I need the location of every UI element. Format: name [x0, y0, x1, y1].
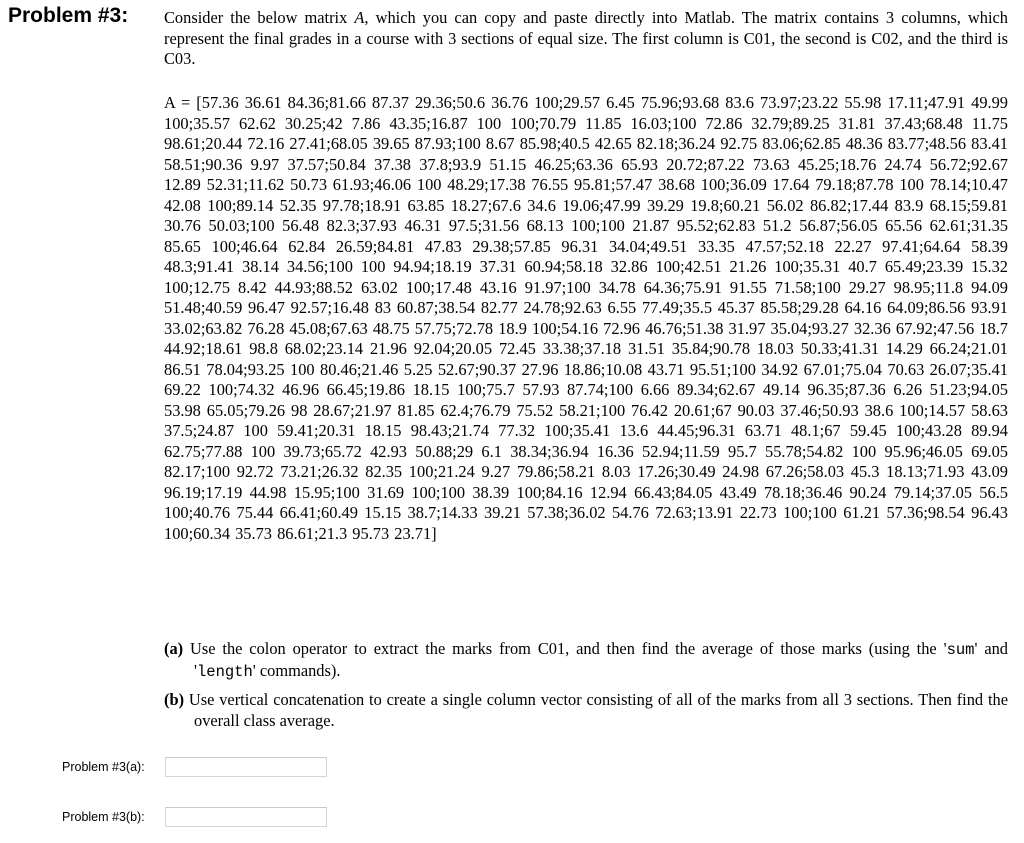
part-a-question	[164, 639, 1008, 682]
answer-b-label: Problem #3(b):	[62, 810, 145, 824]
matrix-definition: A = [57.36 36.61 84.36;81.66 87.37 29.36;50.6 36.76 100;29.57 6.45 75.96;93.68 83.6 73.97;23.22 55.98 17.11;47.91 49.99 100;35.57 62.62 30.25;42 7.86 43.35;16.87 100 100;70.79 11.85 16.03;100 72.86 32.79;89.25 31.81 37.43;68.48 11.75 98.61;20.44 72.16 27.41;68.05 39.65 87.93;100 8.67 85.98;40.5 42.65 82.18;36.24 92.75 83.06;62.85 48.36 83.77;48.56 83.41 58.51;90.36 9.97 37.57;50.84 37.38 37.8;93.9 51.15 46.25;63.36 65.93 20.72;87.22 73.63 45.25;18.76 24.74 56.72;92.67 12.89 52.31;11.62 50.73 61.93;46.06 100 48.29;17.38 76.55 95.81;57.47 38.68 100;36.09 17.64 79.18;87.78 100 78.14;10.47 42.08 100;89.14 52.35 97.78;18.91 63.85 18.27;67.6 34.6 19.06;47.99 39.29 19.8;60.21 56.02 86.82;17.44 83.9 68.15;59.81 30.76 50.03;100 56.48 82.3;37.93 46.31 97.5;31.56 68.13 100;100 21.87 95.52;62.83 51.2 56.87;56.05 65.56 62.61;31.35 85.65 100;46.64 62.84 26.59;84.81 47.83 29.38;57.85 96.31 34.04;49.51 33.35 47.57;52.18 22.27 97.41;64.64 58.39 48.3;91.41 38.14 34.56;100 100 94.94;18.19 37.31 60.94;58.18 32.86 100;42.51 21.26 100;35.31 40.7 65.49;23.39 15.32 100;12.75 8.42 44.93;88.52 63.02 100;17.48 43.16 91.97;100 34.78 64.36;75.91 91.55 71.58;100 29.27 98.95;11.8 94.09 51.48;40.59 96.47 92.57;16.48 83 60.87;38.54 82.77 24.78;92.63 6.55 77.49;35.5 45.37 85.58;29.28 64.16 64.09;86.56 93.91 33.02;63.82 76.28 45.08;67.63 48.75 57.75;72.78 18.9 100;54.16 72.96 46.76;51.38 31.97 35.04;93.27 32.36 67.92;47.56 18.7 44.92;18.61 98.8 68.02;23.14 21.96 92.04;20.05 72.45 33.38;37.18 31.51 35.84;90.78 18.03 50.33;41.31 14.29 66.24;21.01 86.51 78.04;93.25 100 80.46;21.46 5.25 52.67;90.37 27.96 18.86;10.08 43.71 95.51;100 34.92 67.01;75.04 70.63 26.07;35.41 69.22 100;74.32 46.96 66.45;19.86 18.15 100;75.7 57.93 87.74;100 6.66 89.34;62.67 49.14 96.35;87.36 6.26 51.23;94.05 53.98 65.05;79.26 98 28.67;21.97 81.85 62.4;76.79 75.52 58.21;100 76.42 20.61;67 90.03 37.46;50.93 38.6 100;14.57 58.63 37.5;24.87 100 59.41;20.31 18.15 98.43;21.74 77.32 100;35.41 13.6 44.45;96.31 63.71 48.1;67 59.45 100;43.28 89.94 62.75;77.88 100 39.73;65.72 42.93 50.88;29 6.1 38.34;36.94 16.36 52.94;11.59 95.7 55.78;54.82 100 95.96;46.05 69.05 82.17;100 92.72 73.21;26.32 82.35 100;21.24 9.27 79.86;58.21 8.03 17.26;30.49 24.98 67.26;58.03 45.3 18.13;71.93 43.09 96.19;17.19 44.98 15.95;100 31.69 100;100 38.39 100;84.16 12.94 66.43;84.05 43.49 78.18;36.46 90.24 79.14;37.05 56.5 100;40.76 75.44 66.41;60.49 15.15 38.7;14.33 39.21 57.38;36.02 54.76 72.63;13.91 22.73 100;100 61.21 57.36;98.54 96.43 100;60.34 35.73 86.61;21.3 95.73 23.71]	[164, 93, 1008, 543]
part-a-text-3: commands).	[255, 660, 341, 680]
part-a-quote-close-2: '	[252, 660, 256, 680]
part-a-quote-close-1: '	[974, 639, 978, 658]
part-a-quote-open-1: '	[943, 639, 947, 658]
intro-text-end: , which you can copy and paste directly into Matlab. The matrix contains 3 columns, which represent the final grades in a course with 3 sections of equal size. The first column is C01, the second is C02, and the third is C03.	[164, 8, 1008, 68]
matrix-name: A	[354, 8, 365, 27]
problem-title: Problem #3:	[8, 4, 129, 27]
answer-a-label: Problem #3(a):	[62, 760, 145, 774]
answer-b-input[interactable]	[165, 807, 327, 827]
part-b-question	[164, 690, 1008, 731]
part-a-quote-open-2: '	[194, 660, 197, 680]
part-b-text: Use vertical concatenation to create a single column vector consisting of all of the marks from all 3 sections. Then find the overall class average.	[188, 690, 1008, 730]
answer-a-input[interactable]	[165, 757, 327, 777]
part-a-text-1: Use the colon operator to extract the marks from C01, and then find the average of those marks (using the	[190, 639, 944, 658]
intro-text-start: Consider the below matrix	[164, 8, 355, 27]
sum-command: sum	[946, 641, 975, 659]
length-command: length	[196, 662, 253, 681]
part-a-text-2: and	[977, 639, 1008, 658]
part-a-letter: (a)	[164, 639, 184, 658]
part-b-letter: (b)	[164, 690, 185, 709]
problem-intro	[164, 8, 1008, 70]
